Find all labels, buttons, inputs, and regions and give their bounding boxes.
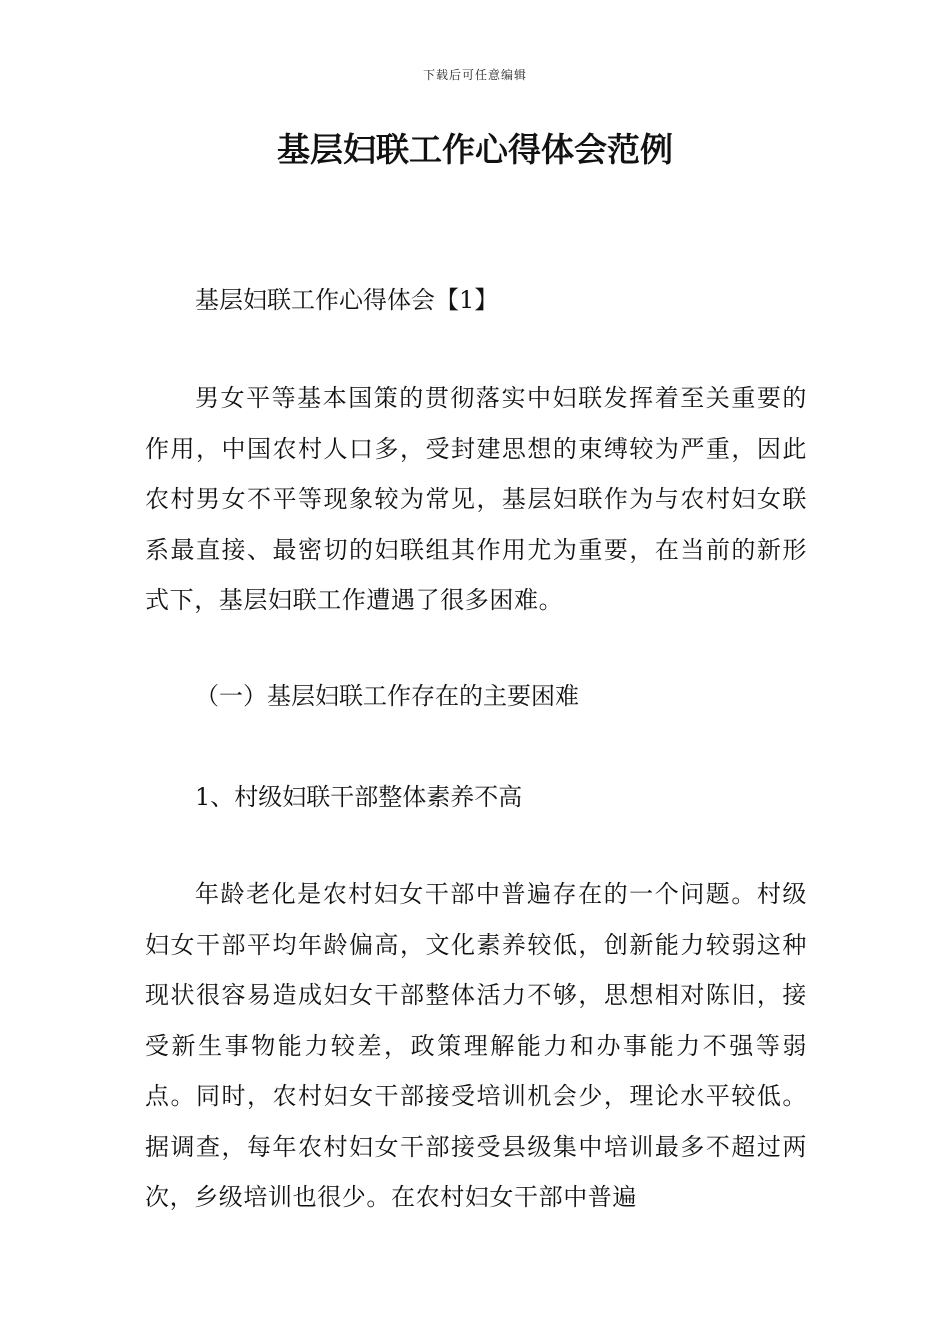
body-paragraph-2: 年龄老化是农村妇女干部中普遍存在的一个问题。村级妇女干部平均年龄偏高，文化素养较低，创新能力较弱这种现状很容易造成妇女干部整体活力不够，思想相对陈旧，接受新生事物能力较差，政策理解能力和办事能力不强等弱点。同时，农村妇女干部接受培训机会少，理论水平较低。据调查，每年农村妇女干部接受县级集中培训最多不超过两次，乡级培训也很少。在农村妇女干部中普遍: [145, 880, 807, 1211]
page-header-note: 下载后可任意编辑: [422, 68, 527, 82]
section-heading-2: （一）基层妇联工作存在的主要困难: [195, 682, 579, 710]
body-paragraph-1: 男女平等基本国策的贯彻落实中妇联发挥着至关重要的作用，中国农村人口多，受封建思想的束缚较为严重，因此农村男女不平等现象较为常见，基层妇联作为与农村妇女联系最直接、最密切的妇联组其作用尤为重要，在当前的新形式下，基层妇联工作遭遇了很多困难。: [145, 384, 807, 614]
document-title: 基层妇联工作心得体会范例: [277, 130, 673, 169]
section-heading-3: 1、村级妇联干部整体素养不高: [195, 783, 523, 811]
section-heading-1: 基层妇联工作心得体会【1】: [195, 286, 499, 314]
